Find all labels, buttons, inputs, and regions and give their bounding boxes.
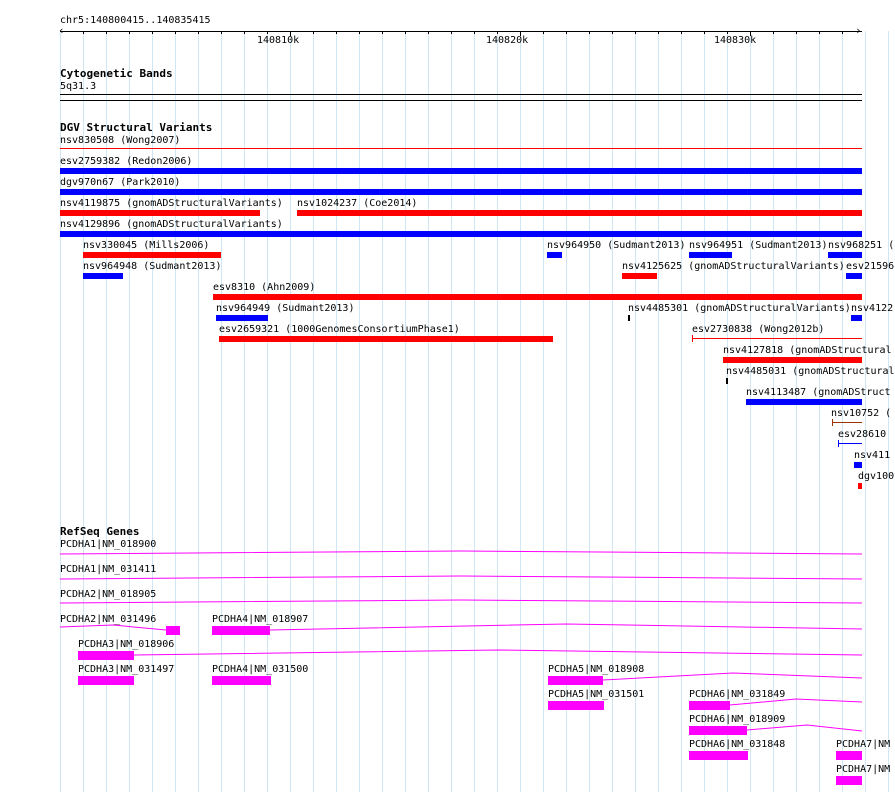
gene-intron[interactable] — [747, 723, 862, 735]
ruler-tick-label: 140830k — [714, 35, 757, 46]
variant-feature[interactable] — [854, 462, 862, 468]
variant-label: dgv100 — [858, 471, 895, 482]
gridline — [451, 31, 452, 792]
ruler-minor-tick — [773, 31, 774, 34]
variant-label: esv8310 (Ahn2009) — [213, 282, 316, 293]
ruler-arrow-right-icon: › — [855, 24, 862, 37]
ruler-minor-tick — [543, 31, 544, 34]
ruler-minor-tick — [244, 31, 245, 34]
gridline — [359, 31, 360, 792]
variant-label: nsv4127818 (gnomADStructural — [723, 345, 892, 356]
variant-feature[interactable] — [60, 189, 862, 195]
ruler-minor-tick — [474, 31, 475, 34]
gene-exon[interactable] — [212, 626, 270, 635]
gridline — [198, 31, 199, 792]
gridline — [290, 31, 291, 792]
variant-feature[interactable] — [838, 443, 862, 444]
variant-feature[interactable] — [858, 483, 862, 489]
gene-exon[interactable] — [78, 676, 134, 685]
ruler-minor-tick — [83, 31, 84, 34]
variant-feature[interactable] — [297, 210, 862, 216]
variant-label: nsv964951 (Sudmant2013) — [689, 240, 828, 251]
variant-feature[interactable] — [828, 252, 862, 258]
ruler-minor-tick — [635, 31, 636, 34]
gene-label: PCDHA7|NM — [836, 739, 891, 750]
variant-feature[interactable] — [692, 335, 693, 342]
ruler-minor-tick — [198, 31, 199, 34]
gene-exon[interactable] — [689, 726, 747, 735]
gene-label: PCDHA5|NM_031501 — [548, 689, 645, 700]
gene-label: PCDHA4|NM_018907 — [212, 614, 309, 625]
variant-label: nsv4113487 (gnomADStruct — [746, 387, 891, 398]
ruler-minor-tick — [842, 31, 843, 34]
ruler-minor-tick — [451, 31, 452, 34]
variant-feature[interactable] — [622, 273, 657, 279]
variant-label: nsv1024237 (Coe2014) — [297, 198, 418, 209]
ruler-minor-tick — [382, 31, 383, 34]
ruler-minor-tick — [704, 31, 705, 34]
gridline — [336, 31, 337, 792]
variant-label: nsv830508 (Wong2007) — [60, 135, 181, 146]
variant-label: esv21596 — [846, 261, 895, 272]
gene-exon[interactable] — [212, 676, 271, 685]
variant-feature[interactable] — [746, 399, 862, 405]
ruler-minor-tick — [428, 31, 429, 34]
ruler-tick-label: 140820k — [486, 35, 529, 46]
variant-label: nsv330045 (Mills2006) — [83, 240, 210, 251]
location-label: chr5:140800415..140835415 — [60, 15, 211, 26]
gene-label: PCDHA1|NM_018900 — [60, 539, 157, 550]
variant-feature[interactable] — [60, 148, 862, 149]
gene-intron[interactable] — [60, 550, 862, 558]
variant-label: nsv964948 (Sudmant2013) — [83, 261, 222, 272]
ruler-minor-tick — [152, 31, 153, 34]
gene-intron[interactable] — [603, 672, 862, 684]
gridline — [543, 31, 544, 792]
variant-feature[interactable] — [692, 338, 862, 339]
ruler-minor-tick — [727, 31, 728, 34]
variant-feature[interactable] — [832, 422, 862, 423]
gene-intron[interactable] — [270, 623, 862, 635]
gridline — [497, 31, 498, 792]
ruler-minor-tick — [221, 31, 222, 34]
variant-label: nsv411 — [854, 450, 891, 461]
ruler-arrow-left-icon: ‹ — [58, 24, 65, 37]
variant-label: nsv4485301 (gnomADStructuralVariants) — [628, 303, 851, 314]
ruler-axis — [60, 31, 862, 32]
gridline — [520, 31, 521, 792]
variant-feature[interactable] — [832, 419, 833, 426]
variant-label: nsv4122 — [851, 303, 894, 314]
variant-feature[interactable] — [60, 210, 260, 216]
cytoband-line[interactable] — [60, 94, 862, 95]
track-title: RefSeq Genes — [60, 525, 140, 538]
gridline — [428, 31, 429, 792]
ruler-minor-tick — [658, 31, 659, 34]
gridline — [405, 31, 406, 792]
gene-exon[interactable] — [78, 651, 134, 660]
gene-label: PCDHA6|NM_031848 — [689, 739, 786, 750]
variant-label: esv28610 — [838, 429, 887, 440]
variant-label: esv2730838 (Wong2012b) — [692, 324, 825, 335]
ruler-minor-tick — [796, 31, 797, 34]
variant-label: nsv4129896 (gnomADStructuralVariants) — [60, 219, 283, 230]
variant-feature[interactable] — [689, 252, 732, 258]
ruler-minor-tick — [336, 31, 337, 34]
variant-label: esv2759382 (Redon2006) — [60, 156, 193, 167]
variant-label: nsv4485031 (gnomADStructural — [726, 366, 895, 377]
variant-feature[interactable] — [628, 315, 630, 321]
gene-label: PCDHA4|NM_031500 — [212, 664, 309, 675]
ruler-minor-tick — [497, 31, 498, 34]
gridline — [474, 31, 475, 792]
cytoband-label: 5q31.3 — [60, 81, 97, 92]
variant-feature[interactable] — [547, 252, 562, 258]
variant-feature[interactable] — [213, 294, 862, 300]
gridline — [313, 31, 314, 792]
variant-feature[interactable] — [216, 315, 268, 321]
variant-feature[interactable] — [726, 378, 728, 384]
gene-label: PCDHA6|NM_018909 — [689, 714, 786, 725]
ruler-minor-tick — [589, 31, 590, 34]
variant-feature[interactable] — [723, 357, 862, 363]
track-title: DGV Structural Variants — [60, 121, 213, 134]
ruler-tick-label: 140810k — [257, 35, 300, 46]
variant-label: nsv10752 ( — [831, 408, 892, 419]
variant-label: dgv970n67 (Park2010) — [60, 177, 181, 188]
gene-exon[interactable] — [166, 626, 180, 635]
gridline — [382, 31, 383, 792]
variant-label: nsv968251 ( — [828, 240, 895, 251]
gene-intron[interactable] — [60, 625, 166, 633]
ruler-minor-tick — [129, 31, 130, 34]
variant-label: nsv964950 (Sudmant2013) — [547, 240, 686, 251]
gene-label: PCDHA7|NM — [836, 764, 891, 775]
cytoband-line[interactable] — [60, 100, 862, 101]
variant-feature[interactable] — [838, 440, 839, 447]
variant-label: nsv4119875 (gnomADStructuralVariants) — [60, 198, 283, 209]
variant-feature[interactable] — [60, 231, 862, 237]
variant-feature[interactable] — [83, 273, 123, 279]
variant-label: nsv964949 (Sudmant2013) — [216, 303, 355, 314]
gene-exon[interactable] — [836, 776, 862, 785]
ruler-minor-tick — [267, 31, 268, 34]
variant-label: esv2659321 (1000GenomesConsortiumPhase1) — [219, 324, 460, 335]
gene-intron[interactable] — [60, 599, 862, 607]
gene-exon[interactable] — [548, 676, 603, 685]
gene-label: PCDHA5|NM_018908 — [548, 664, 645, 675]
ruler-minor-tick — [313, 31, 314, 34]
ruler-minor-tick — [681, 31, 682, 34]
variant-feature[interactable] — [219, 336, 553, 342]
ruler-minor-tick — [819, 31, 820, 34]
gene-intron[interactable] — [60, 575, 862, 583]
gene-intron[interactable] — [730, 697, 862, 709]
ruler-minor-tick — [106, 31, 107, 34]
variant-feature[interactable] — [846, 273, 862, 279]
gene-label: PCDHA3|NM_031497 — [78, 664, 175, 675]
variant-feature[interactable] — [60, 168, 862, 174]
track-title: Cytogenetic Bands — [60, 67, 173, 80]
gene-exon[interactable] — [836, 751, 862, 760]
ruler-minor-tick — [566, 31, 567, 34]
ruler-minor-tick — [405, 31, 406, 34]
ruler-minor-tick — [175, 31, 176, 34]
ruler-minor-tick — [612, 31, 613, 34]
gene-intron[interactable] — [134, 649, 862, 659]
gene-label: PCDHA6|NM_031849 — [689, 689, 786, 700]
gene-label: PCDHA1|NM_031411 — [60, 564, 157, 575]
gene-exon[interactable] — [689, 751, 748, 760]
ruler-minor-tick — [359, 31, 360, 34]
gene-label: PCDHA3|NM_018906 — [78, 639, 175, 650]
gene-label: PCDHA2|NM_031496 — [60, 614, 157, 625]
gene-exon[interactable] — [548, 701, 604, 710]
gene-label: PCDHA2|NM_018905 — [60, 589, 157, 600]
variant-feature[interactable] — [851, 315, 862, 321]
variant-label: nsv4125625 (gnomADStructuralVariants) — [622, 261, 845, 272]
variant-feature[interactable] — [83, 252, 221, 258]
gene-exon[interactable] — [689, 701, 730, 710]
